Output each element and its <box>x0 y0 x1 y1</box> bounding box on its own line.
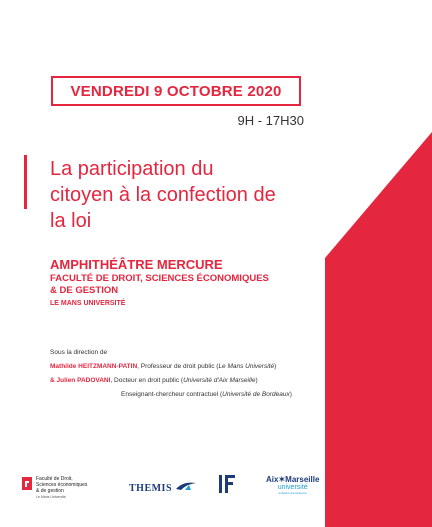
person-affiliation: Université de Bordeaux <box>222 391 290 398</box>
title-line: citoyen à la confection de <box>50 184 276 206</box>
themis-mark-icon <box>175 483 197 493</box>
venue-faculty: & DE GESTION <box>50 285 119 296</box>
direction-person-2 <box>50 374 340 388</box>
faculty-logo <box>22 476 87 500</box>
venue-university: LE MANS UNIVERSITÉ <box>50 300 126 307</box>
person-role: Enseignant-chercheur contractuel ( <box>121 391 223 398</box>
person-name: Mathilde HEITZMANN-PATIN <box>50 363 138 370</box>
venue-room: AMPHITHÉÂTRE MERCURE <box>50 257 223 272</box>
amu-logo-text: université <box>277 484 308 491</box>
amu-logo-text: Initiative d'excellence <box>278 491 307 495</box>
themis-logo <box>129 481 197 494</box>
direction-block <box>50 346 340 402</box>
event-time: 9H - 17H30 <box>237 113 304 128</box>
person-role: , Professeur de droit public ( <box>137 363 219 370</box>
event-date: VENDREDI 9 OCTOBRE 2020 <box>51 76 301 106</box>
title-line: la loi <box>50 210 92 232</box>
faculty-logo-text: Le Mans Université <box>36 495 66 499</box>
faculty-logo-text: Faculté de Droit, <box>36 476 73 482</box>
partner-logos <box>0 460 432 520</box>
themis-logo-text: THEMIS <box>129 483 173 494</box>
faculty-logo-text: & de gestion <box>36 488 64 494</box>
amu-logo-text: Aix✶Marseille <box>266 475 320 484</box>
event-title <box>50 156 310 234</box>
aix-marseille-logo <box>266 475 319 495</box>
direction-intro: Sous la direction de <box>50 349 108 356</box>
faculty-logo-text: Sciences économiques <box>36 482 88 488</box>
title-line: La participation du <box>50 158 214 180</box>
direction-person-1 <box>50 360 340 374</box>
institut-logo-icon <box>218 474 236 494</box>
person-name: & Julien PADOVANI <box>50 377 111 384</box>
venue-faculty: FACULTÉ DE DROIT, SCIENCES ÉCONOMIQUES <box>50 273 269 284</box>
person-affiliation: Le Mans Université <box>218 363 275 370</box>
close-paren: ) <box>255 377 258 384</box>
person-role: , Docteur en droit public ( <box>110 377 184 384</box>
faculty-emblem-icon <box>22 477 32 489</box>
direction-person-2-role <box>50 388 340 402</box>
title-accent-bar <box>24 155 27 209</box>
venue-block <box>50 257 310 310</box>
close-paren: ) <box>274 363 277 370</box>
close-paren: ) <box>289 391 292 398</box>
person-affiliation: Université d'Aix Marseille <box>183 377 256 384</box>
